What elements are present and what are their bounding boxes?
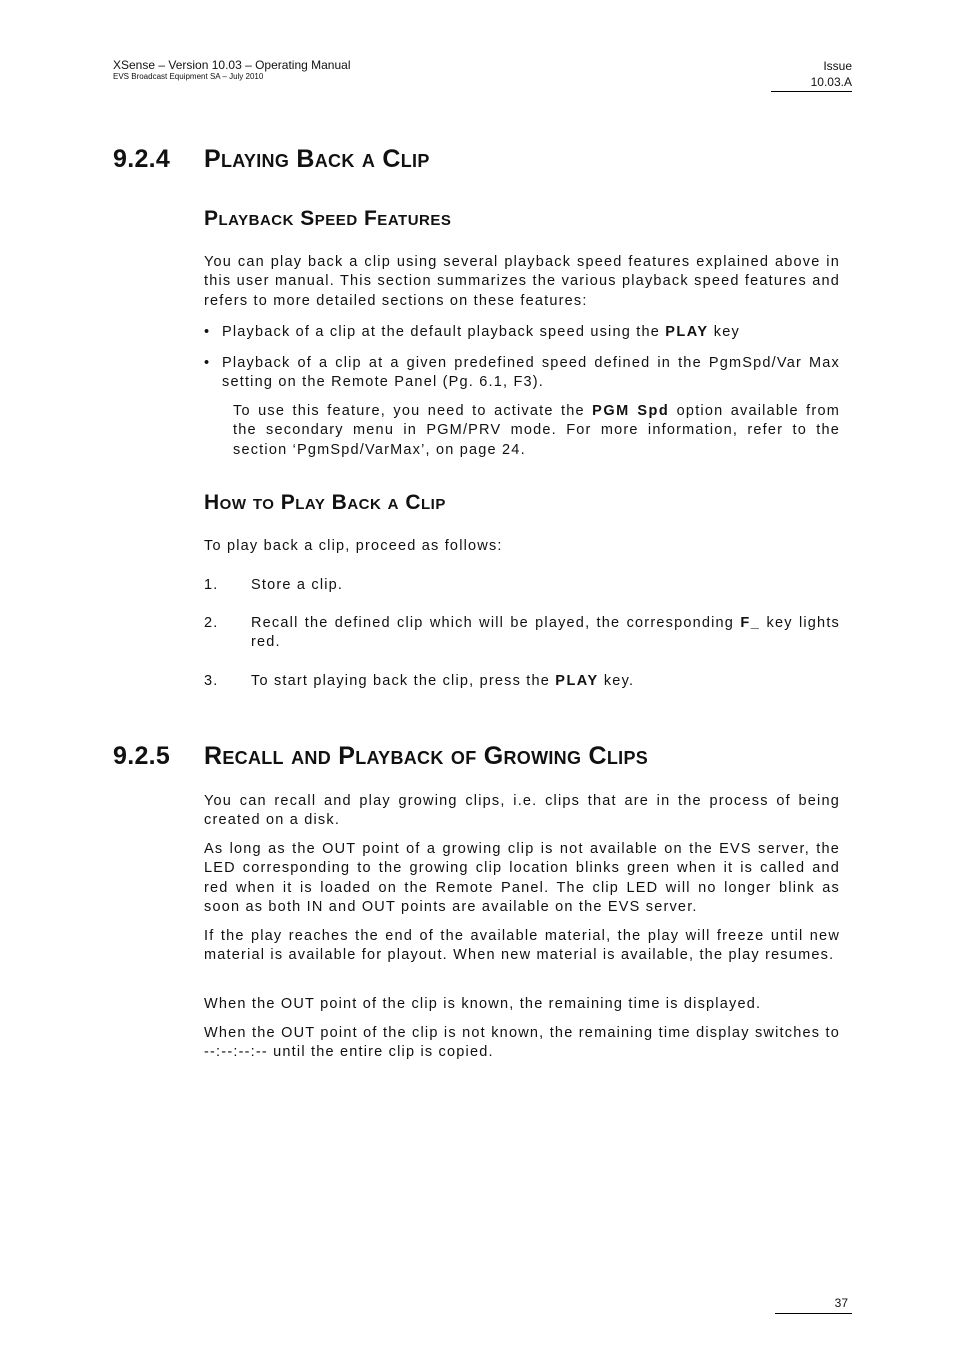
issue-label: Issue: [823, 59, 852, 73]
key-name: F_: [740, 615, 761, 631]
section-number: 9.2.4: [113, 145, 171, 173]
paragraph-growing-3: If the play reaches the end of the available material, the play will freeze until new material is available for playout. When new material is available, the play resumes.: [204, 928, 840, 964]
key-name: PLAY: [555, 673, 599, 689]
section-number: 9.2.5: [113, 742, 171, 770]
step-number: 3.: [204, 673, 219, 689]
bullet-text: Playback of a clip at a given predefined speed defined in the PgmSpd/Var Max setting on the Remote Panel (Pg. 6.1, F3).: [222, 355, 840, 391]
page-header-left: [113, 58, 351, 82]
paragraph-growing-4: When the OUT point of the clip is known, the remaining time is displayed.: [204, 996, 762, 1012]
page-header-right: [811, 58, 852, 90]
paragraph-steps-intro: To play back a clip, proceed as follows:: [204, 538, 503, 554]
bullet-icon: •: [204, 324, 211, 340]
section-title: Playing Back a Clip: [204, 145, 430, 173]
subheading-how-to-play-back: How to Play Back a Clip: [204, 491, 446, 514]
bullet-text: Playback of a clip at the default playback speed using the PLAY key: [222, 324, 740, 340]
section-title: Recall and Playback of Growing Clips: [204, 742, 649, 770]
section-heading-925: [113, 741, 648, 771]
option-name: PGM Spd: [592, 403, 670, 419]
step-number: 2.: [204, 615, 219, 631]
step-text: Recall the defined clip which will be played, the corresponding F_ key lights red.: [251, 615, 841, 651]
footer-rule: [775, 1313, 852, 1314]
note-paragraph: To use this feature, you need to activate the PGM Spd option available from the secondary menu in PGM/PRV mode. For more information, refer to the section ‘PgmSpd/VarMax’, on page 24.: [233, 403, 840, 458]
paragraph-growing-1: You can recall and play growing clips, i.e. clips that are in the process of being created on a disk.: [204, 793, 840, 829]
step-text: To start playing back the clip, press the PLAY key.: [251, 673, 635, 689]
bullet-item: [204, 323, 840, 342]
issue-value: 10.03.A: [810, 75, 852, 89]
subheading-playback-speed-features: Playback Speed Features: [204, 207, 452, 230]
step-text: Store a clip.: [251, 577, 344, 593]
header-rule: [771, 91, 852, 92]
document-title: XSense – Version 10.03 – Operating Manual: [113, 58, 351, 72]
company-date: EVS Broadcast Equipment SA – July 2010: [113, 72, 264, 81]
section-heading-924: [113, 144, 430, 174]
step-item: [204, 672, 840, 691]
step-item: [204, 576, 840, 595]
page-number: 37: [834, 1296, 848, 1310]
bullet-icon: •: [204, 355, 211, 371]
bullet-item: [204, 354, 840, 393]
paragraph-intro: You can play back a clip using several playback speed features explained above in this user manual. This section summarizes the various playback speed features and refers to more detailed sections on these features:: [204, 254, 840, 309]
key-name: PLAY: [665, 324, 709, 340]
step-item: [204, 614, 840, 653]
step-number: 1.: [204, 577, 219, 593]
paragraph-growing-2: As long as the OUT point of a growing clip is not available on the EVS server, the LED corresponding to the growing clip location blinks green when it is called and red when it is loaded on the Remote Panel. The clip LED will no longer blink as soon as both IN and OUT points are available on the EVS server.: [204, 841, 840, 916]
paragraph-growing-5: When the OUT point of the clip is not known, the remaining time display switches to --:--:--:-- until the entire clip is copied.: [204, 1025, 840, 1061]
